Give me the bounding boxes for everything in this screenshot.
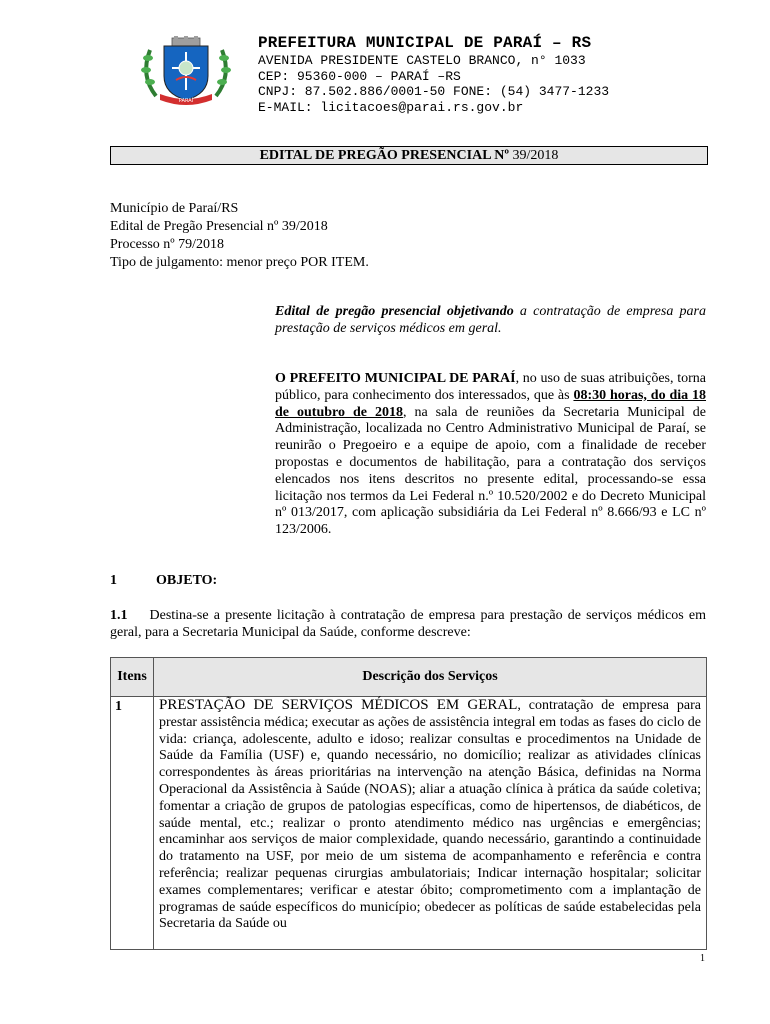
document-title: [110, 146, 708, 165]
objective-lead: Edital de pregão presencial objetivando: [275, 304, 514, 319]
letterhead: [258, 34, 609, 115]
crest-banner-text: PARAÍ: [178, 98, 194, 104]
table-header-row: [111, 658, 707, 697]
edital-meta: [110, 200, 369, 272]
intro-mayor: O PREFEITO MUNICIPAL DE PARAÍ: [275, 371, 516, 386]
clause-text: Destina-se a presente licitação à contratação de empresa para prestação de serviços médicos em geral, para a Secretaria Municipal da Saúde, conforme descreve:: [110, 608, 706, 640]
table-row: [111, 697, 707, 950]
item-description-body: , contratação de empresa para prestar assistência médica; executar as ações de assistência integral em todas as fases do ciclo de vida: criança, adolescente, adulto e idoso; realizar consultas e procedimentos na Unidade de Saúde da Família (USF) e, quando necessário, no domicílio; realizar as atividades clínicas correspondentes às áreas prioritárias na intervenção na atenção Básica, definidas na Norma Operacional da Assistência à Saúde (NOAS); aliar a atuação clínica à prática da saúde coletiva; fomentar a criação de grupos de patologias específicas, como de hipertensos, de diabéticos, de saúde mental, etc.; realizar o pronto atendimento médico nas urgências e emergências; encaminhar aos serviços de maior complexidade, quando necessário, garantindo a continuidade do tratamento na USF, por meio de um sistema de acompanhamento e referência e contra referência; realizar pequenas cirurgias ambulatoriais; Indicar internação hospitalar; solicitar exames complementares; verificar e atestar óbito; comprometimento com a implantação de programas de saúde específicos do município; obedecer as políticas de saúde estabelecidas pela Secretaria da Saúde ou: [159, 698, 701, 932]
objective-summary: [275, 304, 706, 337]
intro-paragraph: [275, 371, 706, 539]
item-number: 1: [111, 697, 154, 950]
intro-part1: , no uso de suas atribuições, torna público, para conhecimento dos interessados, que às: [275, 371, 706, 403]
section-title: OBJETO:: [156, 573, 218, 588]
section-number: 1: [110, 573, 117, 588]
header-items: Itens: [111, 658, 154, 697]
meta-judgment-type: Tipo de julgamento: menor preço POR ITEM.: [110, 255, 369, 270]
meta-process: Processo nº 79/2018: [110, 237, 225, 252]
municipal-crest: [136, 36, 236, 106]
meta-municipality: Município de Paraí/RS: [110, 201, 239, 216]
clause-1-1: [110, 607, 706, 641]
org-name: PREFEITURA MUNICIPAL DE PARAÍ – RS: [258, 34, 592, 52]
item-description-title: PRESTAÇÃO DE SERVIÇOS MÉDICOS EM GERAL: [159, 697, 518, 713]
header-description: Descrição dos Serviços: [154, 658, 707, 697]
item-description: [154, 697, 707, 950]
objective-rest: a contratação de empresa para prestação de serviços médicos em geral.: [275, 304, 707, 336]
address-line: AVENIDA PRESIDENTE CASTELO BRANCO, n° 1033: [258, 53, 586, 68]
cnpj-phone-line: CNPJ: 87.502.886/0001-50 FONE: (54) 3477-1233: [258, 84, 610, 99]
section-heading: [110, 573, 217, 589]
clause-number: 1.1: [110, 608, 128, 623]
page-number: 1: [700, 953, 705, 964]
intro-part2: , na sala de reuniões da Secretaria Municipal de Administração, localizada no Centro Administrativo Municipal de Paraí, se reunirão o Pregoeiro e a equipe de apoio, com a finalidade de receber propostas e documentos de habilitação, para a contratação dos serviços elencados nos itens descritos no presente edital, processando-se essa licitação nos termos da Lei Federal n.º 10.520/2002 e do Decreto Municipal nº 013/2017, com aplicação subsidiária da Lei Federal nº 8.666/93 e LC nº 123/2006.: [275, 404, 706, 538]
document-title-label: EDITAL DE PREGÃO PRESENCIAL Nº: [259, 148, 510, 163]
services-table: [110, 657, 707, 950]
session-date: 08:30 horas, do dia 18 de outubro de 2018: [275, 387, 707, 420]
email-line: E-MAIL: licitacoes@parai.rs.gov.br: [258, 99, 524, 115]
cep-line: CEP: 95360-000 – PARAÍ –RS: [258, 68, 461, 84]
meta-edital: Edital de Pregão Presencial nº 39/2018: [110, 219, 328, 234]
document-title-number: 39/2018: [509, 148, 559, 163]
